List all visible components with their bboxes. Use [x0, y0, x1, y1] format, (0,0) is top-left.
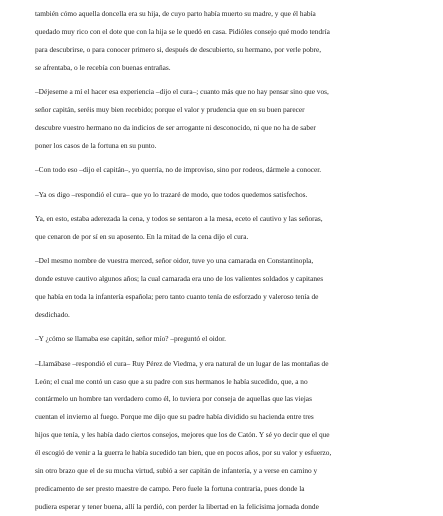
paragraph-3: [35, 161, 425, 179]
text-line: –Ya os digo –respondió el cura– que yo lo trazaré de modo, que todos quedemos satisfechos.: [35, 189, 308, 199]
text-line: hijos que tenía, y les había dado ciertos consejos, mejores que los de Catón. Y sé yo decir que el que: [35, 430, 330, 440]
text-line: León; el cual me contó un caso que a su padre con sus hermanos le había sucedido, que, a no: [35, 376, 308, 386]
text-line: también cómo aquella doncella era su hija, de cuyo parto había muerto su madre, y que él había: [35, 9, 316, 18]
text-line: él escogió de venir a la guerra le había sucedido tan bien, que en pocos años, por su valor y esfuerzo,: [35, 448, 332, 458]
text-line: contármelo un hombre tan verdadero como él, lo tuviera por conseja de aquellas que las viejas: [35, 394, 312, 404]
text-line: cuentan el invierno al fuego. Porque me dijo que su padre había dividido su hacienda entre tres: [35, 412, 314, 422]
text-line: Ya, en esto, estaba aderezada la cena, y todos se sentaron a la mesa, eceto el cautivo y las señoras,: [35, 213, 323, 223]
text-line: sin otro brazo que el de su mucha virtud, subió a ser capitán de infantería, y a verse en camino y: [35, 465, 318, 475]
paragraph-7: [35, 330, 425, 348]
text-line: pudiera esperar y tener buena, allí la perdió, con perder la libertad en la felicísima jornada donde: [35, 501, 319, 511]
text-line: poner los casos de la fortuna en su punto.: [35, 140, 157, 150]
paragraph-4: [35, 186, 425, 204]
text-line: predicamento de ser presto maestre de campo. Pero fuele la fortuna contraria, pues donde la: [35, 483, 305, 493]
text-line: –Con todo eso –dijo el capitán–, yo querría, no de improviso, sino por rodeos, dármele a conocer.: [35, 165, 322, 175]
text-line: descubre vuestro hermano no da indicios de ser arrogante ni desconocido, ni que no ha de saber: [35, 122, 316, 132]
text-line: que cenaron de por sí en su aposento. En la mitad de la cena dijo el cura.: [35, 231, 249, 241]
paragraph-5: [35, 210, 425, 246]
paragraph-8: [35, 355, 425, 516]
text-line: quedado muy rico con el dote que con la hija se le quedó en casa. Pidióles consejo qué modo tendría: [35, 26, 330, 36]
text-line: –Del mesmo nombre de vuestra merced, señor oidor, tuve yo una camarada en Constantinopla,: [35, 256, 314, 266]
text-line: se afrentaba, o le recebía con buenas entrañas.: [35, 62, 171, 72]
text-line: que había en toda la infantería española; pero tanto cuanto tenía de esforzado y valeroso tenía de: [35, 291, 319, 301]
text-line: –Llamábase –respondió el cura– Ruy Pérez de Viedma, y era natural de un lugar de las montañas de: [35, 358, 329, 368]
text-line: señor capitán, seréis muy bien recebido; porque el valor y prudencia que en su buen parecer: [35, 104, 305, 114]
paragraph-6: [35, 252, 425, 324]
text-line: desdichado.: [35, 309, 70, 319]
text-line: para descubrirse, o para conocer primero si, después de descubierto, su hermano, por verle pobre,: [35, 44, 322, 54]
text-line: –Déjeseme a mí el hacer esa experiencia –dijo el cura–; cuanto más que no hay pensar sino que vos,: [35, 87, 329, 97]
text-line: donde estuve cautivo algunos años; la cual camarada era uno de los valientes soldados y capitanes: [35, 274, 324, 284]
paragraph-1: [35, 5, 425, 77]
paragraph-2: [35, 83, 425, 155]
text-line: –Y ¿cómo se llamaba ese capitán, señor mío? –preguntó el oidor.: [35, 334, 227, 344]
